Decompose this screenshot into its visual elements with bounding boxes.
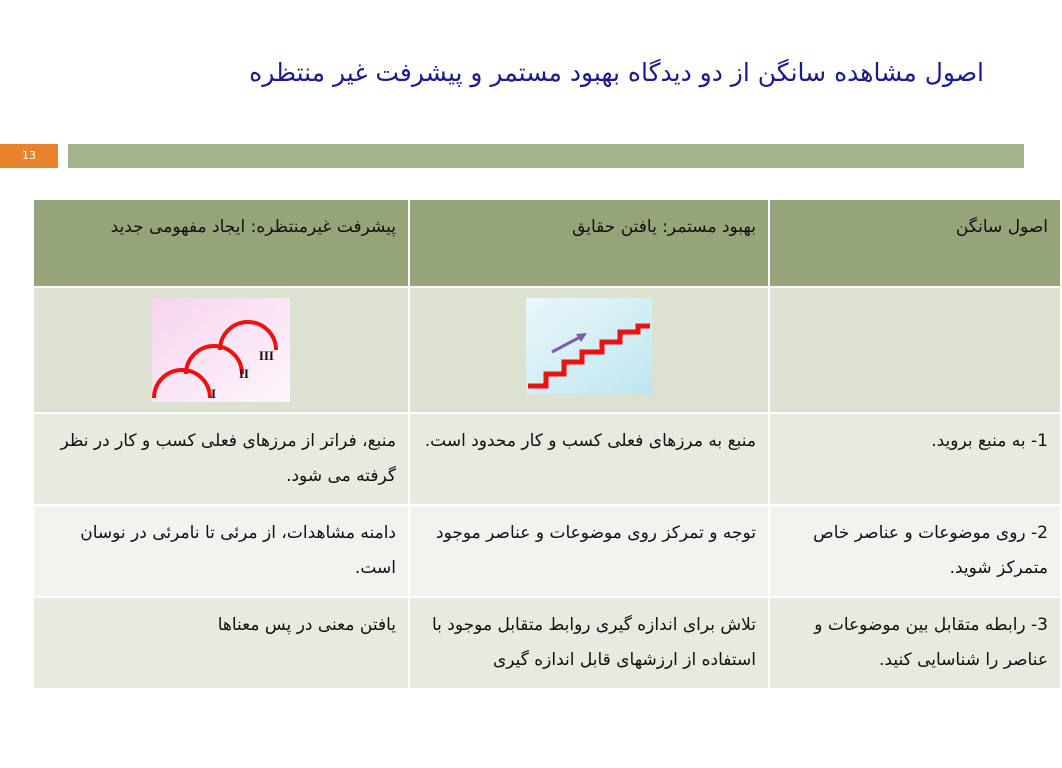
stair-step-arrow-image [526,298,652,394]
continuous-cell: منبع به مرزهای فعلی کسب و کار محدود است. [409,413,769,505]
slide-title: اصول مشاهده سانگن از دو دیدگاه بهبود مستمر و پیشرفت غیر منتظره [249,58,984,87]
continuous-cell: تلاش برای اندازه گیری روابط متقابل موجود با استفاده از ارزشهای قابل اندازه گیری [409,597,769,689]
label-ii: II [238,366,249,381]
image-cell-breakthrough [33,287,409,413]
principle-cell: 3- رابطه متقابل بین موضوعات و عناصر را شناسایی کنید. [769,597,1061,689]
image-cell-continuous [409,287,769,413]
header-bar [68,144,1024,168]
breakthrough-cell: یافتن معنی در پس معناها [33,597,409,689]
table-header-row [33,199,1061,287]
table-row [33,597,1061,689]
image-cell-empty [769,287,1061,413]
arcs-jump-image [152,298,290,402]
principle-cell: 2- روی موضوعات و عناصر خاص متمرکز شوید. [769,505,1061,597]
header-continuous-improvement: بهبود مستمر: یافتن حقایق [409,199,769,287]
label-iii: III [258,348,274,363]
header-breakthrough: پیشرفت غیرمنتظره: ایجاد مفهومی جدید [33,199,409,287]
continuous-cell: توجه و تمرکز روی موضوعات و عناصر موجود [409,505,769,597]
table-row [33,413,1061,505]
label-i: I [210,386,216,401]
slide-number: 13 [0,144,58,168]
comparison-table [32,198,1062,690]
image-row [33,287,1061,413]
header-principles: اصول سانگن [769,199,1061,287]
breakthrough-cell: منبع، فراتر از مرزهای فعلی کسب و کار در نظر گرفته می شود. [33,413,409,505]
table-row [33,505,1061,597]
principle-cell: 1- به منبع بروید. [769,413,1061,505]
breakthrough-cell: دامنه مشاهدات، از مرئی تا نامرئی در نوسان است. [33,505,409,597]
